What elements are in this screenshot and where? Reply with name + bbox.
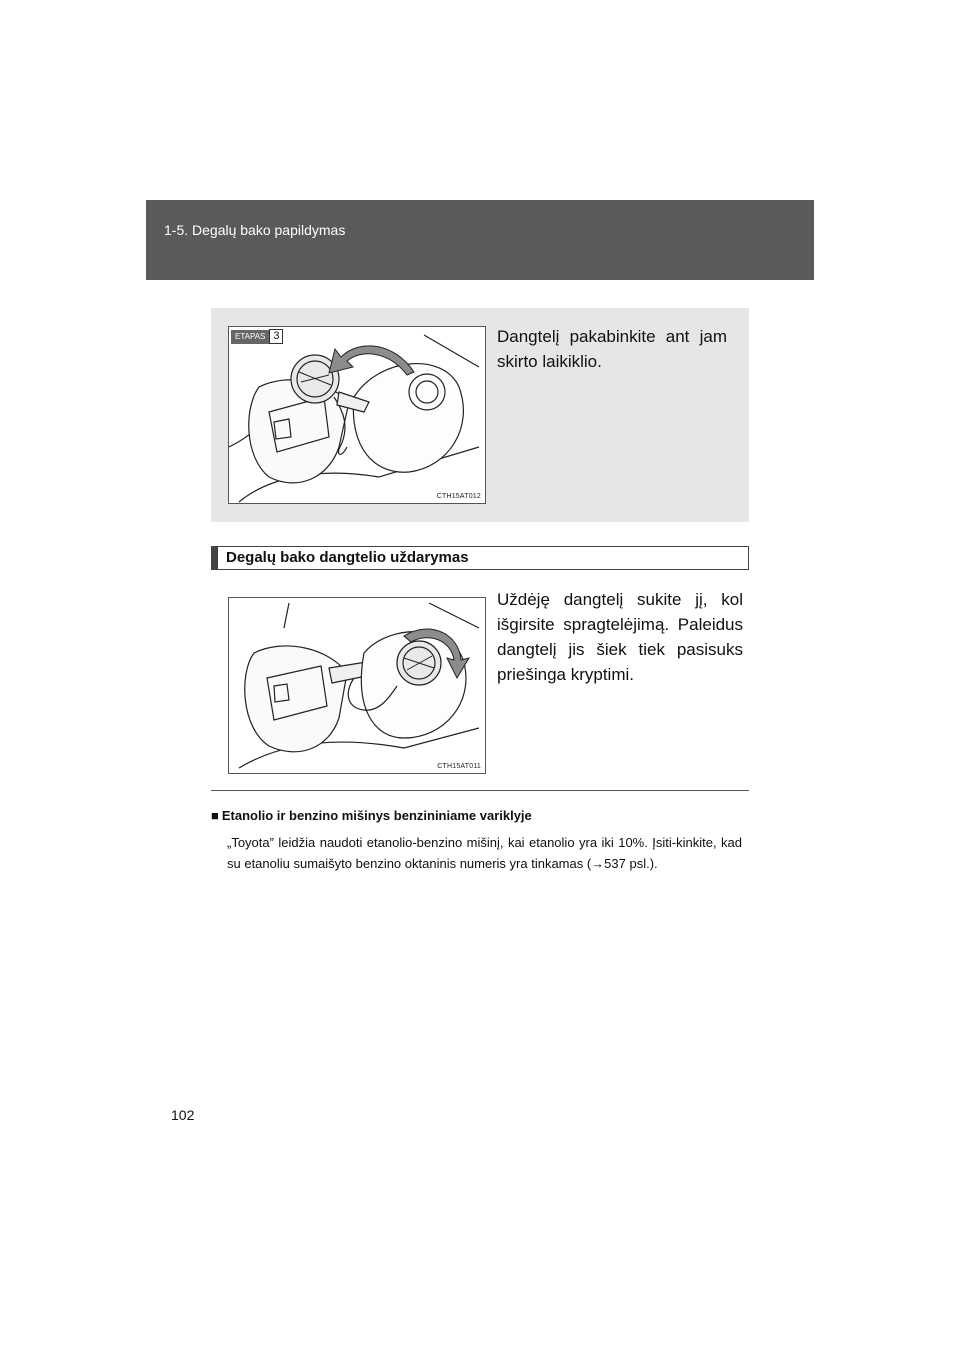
fuel-cap-close-illustration — [228, 597, 486, 774]
step-badge-label: ETAPAS — [231, 330, 269, 344]
chapter-header — [146, 200, 814, 280]
note-heading — [211, 808, 532, 823]
step-3-instruction: Dangtelį pakabinkite ant jam skirto laikiklio. — [497, 327, 727, 371]
page-number: 102 — [171, 1107, 195, 1123]
section-title: 1-5. Degalų bako papildymas — [164, 222, 346, 238]
section-heading — [211, 546, 749, 570]
figure-code: CTH15AT011 — [437, 763, 481, 770]
fuel-door-closing-drawing — [229, 598, 485, 773]
note-text: „Toyota” leidžia naudoti etanolio-benzino mišinį, kai etanolio yra iki 10%. Įsiti-kinkite, kad su etanoliu sumaišyto benzino oktaninis numeris yra tinkamas (→537 psl.). — [227, 835, 742, 871]
fuel-door-drawing — [229, 327, 485, 503]
note-title: Etanolio ir benzino mišinys benzininiame variklyje — [221, 808, 532, 823]
divider — [211, 790, 749, 791]
step-badge — [231, 329, 283, 344]
figure-code: CTH15AT012 — [436, 493, 481, 500]
square-bullet-icon: ■ — [211, 808, 219, 823]
closing-instruction: Uždėję dangtelį sukite jį, kol išgirsite spragtelėjimą. Paleidus dangtelį jis šiek tiek pasisuks priešinga kryptimi. — [497, 590, 743, 684]
step-badge-number: 3 — [269, 329, 283, 344]
section-heading-title: Degalų bako dangtelio uždarymas — [226, 549, 469, 566]
fuel-cap-hang-illustration — [228, 326, 486, 504]
heading-marker — [212, 547, 218, 569]
